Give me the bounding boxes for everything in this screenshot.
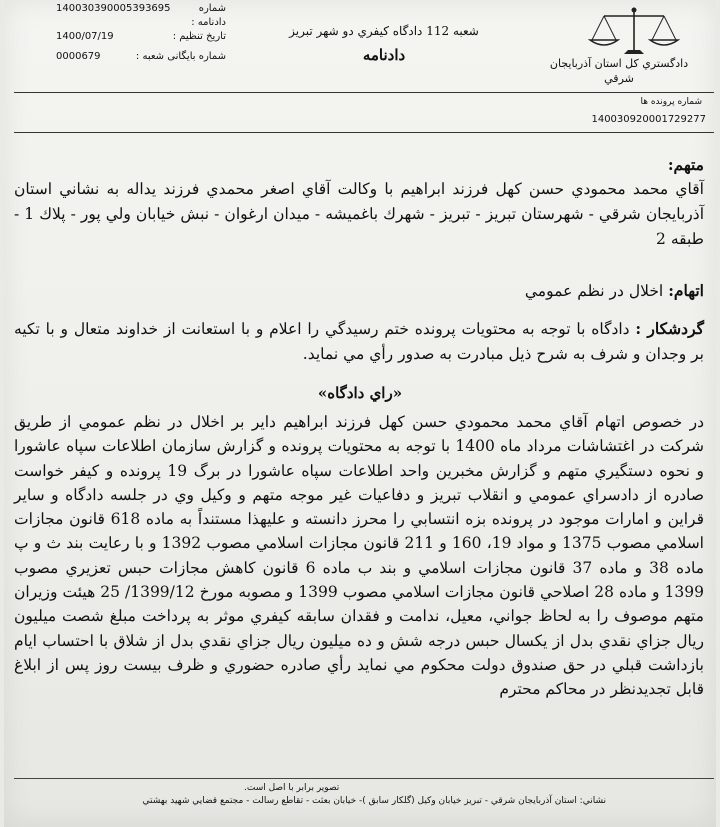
charge-text: اخلال در نظم عمومي xyxy=(524,282,664,300)
court-name: شعبه 112 دادگاه کیفري دو شهر تبریز xyxy=(289,24,479,38)
case-number: 140030920001729277 xyxy=(591,114,706,125)
department-name: دادگستري كل استان آذربايجان شرقي xyxy=(549,57,689,85)
header-divider xyxy=(14,92,714,93)
copy-note: تصوير برابر با اصل است. xyxy=(244,783,340,793)
summary-text: دادگاه با توجه به محتويات پرونده ختم رسيدگي را اعلام و با استعانت از خداوند متعال و با تكيه بر وجدان و شرف به شرح ذيل مبادرت به صدور رأي مي نمايد. xyxy=(14,320,704,363)
accused-label: متهم: xyxy=(667,155,704,174)
document-title: دادنامه xyxy=(362,46,406,64)
document-header xyxy=(4,0,716,100)
court-address: نشاني: استان آذربايجان شرقي - تبريز خيابان وكيل (گلكار سابق )- خيابان بعثت - تقاطع رسالت - مجتمع قضايي شهيد بهشتي xyxy=(142,796,606,806)
date-label: تاریخ تنظیم : xyxy=(172,31,226,42)
archive-number: 0000679 xyxy=(56,51,101,62)
verdict-number-label: شماره دادنامه : xyxy=(191,3,226,28)
accused-text: آقاي محمد محمودي حسن كهل فرزند ابراهيم با وكالت آقاي اصغر محمدي فرزند يداله به نشاني استان آذربايجان شرقي - شهرستان تبريز - تبريز - شهرك باغميشه - ميدان ارغوان - نبش خيابان ولي پور - پلاك 1 - طبقه 2 xyxy=(14,180,704,248)
summary-section xyxy=(14,316,704,367)
verdict-meta xyxy=(56,2,226,64)
verdict-number: 140030390005393695 xyxy=(56,3,171,14)
charge-label: اتهام: xyxy=(668,281,704,300)
accused-section xyxy=(14,152,704,252)
charge-section xyxy=(14,278,704,304)
verdict-date: 1400/07/19 xyxy=(56,31,114,42)
verdict-heading: «راي دادگاه» xyxy=(317,384,403,402)
case-divider xyxy=(14,132,714,133)
footer-divider xyxy=(14,778,714,779)
summary-label: گردشكار : xyxy=(635,319,705,338)
archive-label: شماره بایگانی شعبه : xyxy=(135,51,226,62)
scales-of-justice-icon xyxy=(584,6,684,58)
verdict-text: در خصوص اتهام آقاي محمد محمودي حسن كهل فرزند ابراهيم داير بر اخلال در نظم عمومي از طريق شركت در اغتشاشات مرداد ماه 1400 با توجه به محتويات پرونده و گزارش سازمان اطلاعات سپاه عاشورا و نحوه دستگيري متهم و گزارش مخبرين واحد اطلاعات سپاه عاشورا در برگ 19 پرونده و كيفر خواست صادره از دادسراي عمومي و انقلاب تبريز و دفاعيات غير موجه متهم و وكيل وي در جلسه دادگاه و ساير قراين و امارات موجود در پرونده بزه انتسابي را محرز دانسته و عليهذا مستنداً به ماده 618 قانون مجازات اسلامي مصوب 1375 و مواد 19، 160 و 211 قانون مجازات اسلامي مصوب 1392 و با رعايت بند ث و پ ماده 38 و ماده 37 قانون مجازات اسلامي و بند ب ماده 6 قانون كاهش مجازات حبس تعزيري مصوب 1399 و ماده 28 اصلاحي قانون مجازات اسلامي مصوب 1399 و مصوبه مورخ 1399/12/ 25 هيئت وزيران متهم موصوف را به لحاظ جواني، معيل، ندامت و فقدان سابقه كيفري موثر به پرداخت مبلغ شصت ميليون ريال جزاي نقدي بدل از يكسال حبس درجه شش و ده ميليون ريال جزاي نقدي بدل از شلاق با احتساب ايام بازداشت قبلي در حق صندوق دولت محكوم مي نمايد رأي صادره حضوري و ظرف بيست روز پس از ابلاغ قابل تجديدنظر در محاكم محترم xyxy=(14,413,705,699)
case-number-label: شماره پرونده ها xyxy=(640,97,702,107)
document-page xyxy=(4,0,716,827)
